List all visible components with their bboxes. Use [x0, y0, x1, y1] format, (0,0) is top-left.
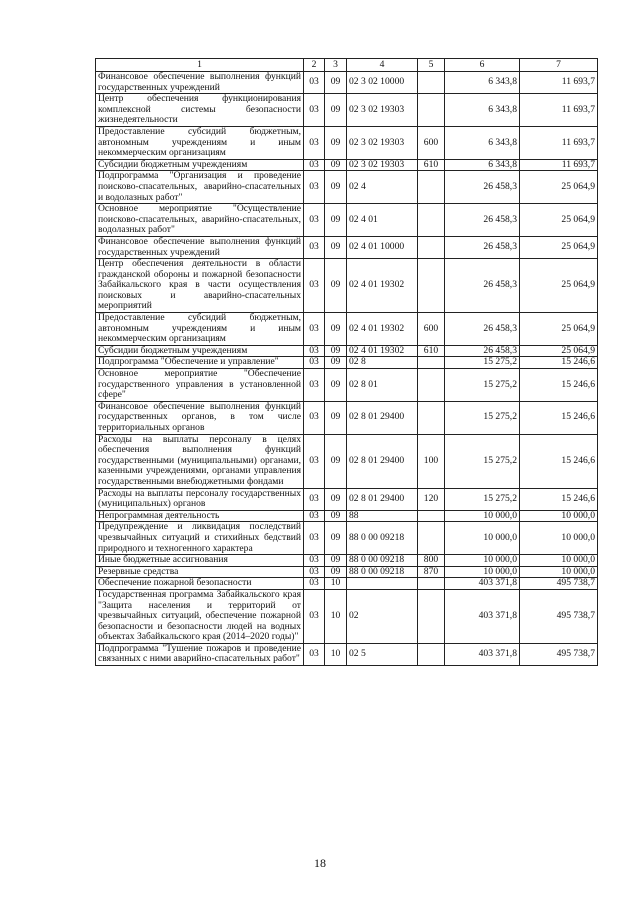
table-row — [96, 94, 598, 127]
section-code-cell: 03 — [304, 236, 325, 258]
section-code-cell: 03 — [304, 126, 325, 159]
amount-year-2-cell: 10 000,0 — [520, 510, 598, 522]
amount-year-1-cell: 15 275,2 — [445, 369, 520, 402]
amount-year-2-cell: 11 693,7 — [520, 94, 598, 127]
section-code-cell: 03 — [304, 171, 325, 204]
subsection-code-cell: 10 — [325, 643, 347, 665]
target-article-cell: 88 0 00 09218 — [347, 522, 418, 555]
expense-type-cell — [418, 522, 445, 555]
table-row — [96, 345, 598, 357]
amount-year-1-cell: 15 275,2 — [445, 357, 520, 369]
subsection-code-cell: 09 — [325, 434, 347, 488]
subsection-code-cell: 09 — [325, 313, 347, 346]
subsection-code-cell: 09 — [325, 566, 347, 578]
table-row — [96, 72, 598, 94]
section-code-cell: 03 — [304, 369, 325, 402]
amount-year-2-cell: 495 738,7 — [520, 643, 598, 665]
section-code-cell: 03 — [304, 94, 325, 127]
subsection-code-cell: 09 — [325, 72, 347, 94]
target-article-cell: 02 4 01 19302 — [347, 345, 418, 357]
expense-type-cell — [418, 589, 445, 643]
expense-type-cell — [418, 236, 445, 258]
subsection-code-cell: 09 — [325, 171, 347, 204]
table-row — [96, 236, 598, 258]
amount-year-2-cell: 15 246,6 — [520, 434, 598, 488]
expense-type-cell — [418, 369, 445, 402]
table-row — [96, 643, 598, 665]
amount-year-2-cell: 495 738,7 — [520, 578, 598, 590]
item-name-cell: Расходы на выплаты персоналу в целях обеспечения выполнения функций государственными (муниципальными) органами, казенными учреждениями, органами управления государственными внебюджетными фондами — [96, 434, 304, 488]
target-article-cell: 02 8 01 29400 — [347, 434, 418, 488]
target-article-cell: 02 5 — [347, 643, 418, 665]
target-article-cell — [347, 578, 418, 590]
item-name-cell: Обеспечение пожарной безопасности — [96, 578, 304, 590]
expense-type-cell — [418, 72, 445, 94]
subsection-code-cell: 10 — [325, 589, 347, 643]
subsection-code-cell: 09 — [325, 522, 347, 555]
expense-type-cell — [418, 171, 445, 204]
target-article-cell: 02 8 01 — [347, 369, 418, 402]
target-article-cell: 88 0 00 09218 — [347, 566, 418, 578]
table-row — [96, 401, 598, 434]
amount-year-2-cell: 10 000,0 — [520, 555, 598, 567]
item-name-cell: Центр обеспечения деятельности в области гражданской обороны и пожарной безопасности Забайкальского края в части осуществления поисковых и аварийно-спасательных мероприятий — [96, 259, 304, 313]
table-row — [96, 126, 598, 159]
subsection-code-cell: 09 — [325, 259, 347, 313]
table-row — [96, 357, 598, 369]
amount-year-1-cell: 15 275,2 — [445, 434, 520, 488]
budget-table — [95, 58, 598, 666]
amount-year-1-cell: 26 458,3 — [445, 204, 520, 237]
target-article-cell: 02 3 02 19303 — [347, 159, 418, 171]
amount-year-1-cell: 6 343,8 — [445, 126, 520, 159]
target-article-cell: 02 3 02 19303 — [347, 94, 418, 127]
subsection-code-cell: 09 — [325, 126, 347, 159]
target-article-cell: 02 4 01 19302 — [347, 259, 418, 313]
column-header-1: 1 — [96, 59, 304, 72]
page-number: 18 — [314, 856, 326, 870]
target-article-cell: 02 3 02 10000 — [347, 72, 418, 94]
amount-year-1-cell: 6 343,8 — [445, 159, 520, 171]
section-code-cell: 03 — [304, 555, 325, 567]
item-name-cell: Резервные средства — [96, 566, 304, 578]
section-code-cell: 03 — [304, 488, 325, 510]
amount-year-1-cell: 26 458,3 — [445, 259, 520, 313]
amount-year-1-cell: 26 458,3 — [445, 236, 520, 258]
subsection-code-cell: 09 — [325, 357, 347, 369]
subsection-code-cell: 09 — [325, 555, 347, 567]
amount-year-2-cell: 25 064,9 — [520, 345, 598, 357]
table-row — [96, 566, 598, 578]
amount-year-2-cell: 25 064,9 — [520, 236, 598, 258]
amount-year-2-cell: 25 064,9 — [520, 171, 598, 204]
column-header-4: 4 — [347, 59, 418, 72]
item-name-cell: Финансовое обеспечение выполнения функций государственных органов, в том числе территориальных органов — [96, 401, 304, 434]
table-row — [96, 171, 598, 204]
table-row — [96, 555, 598, 567]
section-code-cell: 03 — [304, 434, 325, 488]
target-article-cell: 02 — [347, 589, 418, 643]
expense-type-cell — [418, 357, 445, 369]
column-header-6: 6 — [445, 59, 520, 72]
column-header-2: 2 — [304, 59, 325, 72]
section-code-cell: 03 — [304, 313, 325, 346]
amount-year-2-cell: 11 693,7 — [520, 72, 598, 94]
amount-year-1-cell: 10 000,0 — [445, 510, 520, 522]
subsection-code-cell: 10 — [325, 578, 347, 590]
target-article-cell: 02 8 01 29400 — [347, 488, 418, 510]
column-header-7: 7 — [520, 59, 598, 72]
expense-type-cell: 100 — [418, 434, 445, 488]
amount-year-1-cell: 26 458,3 — [445, 345, 520, 357]
expense-type-cell — [418, 94, 445, 127]
amount-year-2-cell: 15 246,6 — [520, 357, 598, 369]
expense-type-cell: 120 — [418, 488, 445, 510]
target-article-cell: 02 3 02 19303 — [347, 126, 418, 159]
target-article-cell: 02 4 01 19302 — [347, 313, 418, 346]
target-article-cell: 02 4 01 — [347, 204, 418, 237]
target-article-cell: 02 8 01 29400 — [347, 401, 418, 434]
section-code-cell: 03 — [304, 578, 325, 590]
section-code-cell: 03 — [304, 204, 325, 237]
item-name-cell: Расходы на выплаты персоналу государственных (муниципальных) органов — [96, 488, 304, 510]
item-name-cell: Основное мероприятие "Осуществление поисково-спасательных, аварийно-спасательных, водолазных работ" — [96, 204, 304, 237]
section-code-cell: 03 — [304, 566, 325, 578]
expense-type-cell — [418, 204, 445, 237]
amount-year-2-cell: 25 064,9 — [520, 204, 598, 237]
column-header-3: 3 — [325, 59, 347, 72]
subsection-code-cell: 09 — [325, 159, 347, 171]
amount-year-1-cell: 6 343,8 — [445, 72, 520, 94]
section-code-cell: 03 — [304, 401, 325, 434]
item-name-cell: Предоставление субсидий бюджетным, автономным учреждениям и иным некоммерческим организациям — [96, 313, 304, 346]
subsection-code-cell: 09 — [325, 510, 347, 522]
expense-type-cell — [418, 259, 445, 313]
amount-year-1-cell: 15 275,2 — [445, 401, 520, 434]
section-code-cell: 03 — [304, 357, 325, 369]
amount-year-1-cell: 403 371,8 — [445, 578, 520, 590]
item-name-cell: Центр обеспечения функционирования комплексной системы безопасности жизнедеятельности — [96, 94, 304, 127]
expense-type-cell: 870 — [418, 566, 445, 578]
target-article-cell: 88 0 00 09218 — [347, 555, 418, 567]
section-code-cell: 03 — [304, 643, 325, 665]
amount-year-1-cell: 26 458,3 — [445, 313, 520, 346]
amount-year-1-cell: 403 371,8 — [445, 643, 520, 665]
amount-year-2-cell: 11 693,7 — [520, 159, 598, 171]
table-row — [96, 313, 598, 346]
table-header-row — [96, 59, 598, 72]
subsection-code-cell: 09 — [325, 204, 347, 237]
subsection-code-cell: 09 — [325, 94, 347, 127]
item-name-cell: Подпрограмма "Обеспечение и управление" — [96, 357, 304, 369]
item-name-cell: Субсидии бюджетным учреждениям — [96, 159, 304, 171]
section-code-cell: 03 — [304, 589, 325, 643]
item-name-cell: Подпрограмма "Организация и проведение поисково-спасательных, аварийно-спасательных и водолазных работ" — [96, 171, 304, 204]
target-article-cell: 02 4 01 10000 — [347, 236, 418, 258]
amount-year-2-cell: 25 064,9 — [520, 259, 598, 313]
table-row — [96, 259, 598, 313]
target-article-cell: 02 8 — [347, 357, 418, 369]
table-row — [96, 204, 598, 237]
subsection-code-cell: 09 — [325, 369, 347, 402]
table-row — [96, 589, 598, 643]
item-name-cell: Иные бюджетные ассигнования — [96, 555, 304, 567]
item-name-cell: Финансовое обеспечение выполнения функций государственных учреждений — [96, 72, 304, 94]
item-name-cell: Непрограммная деятельность — [96, 510, 304, 522]
item-name-cell: Предупреждение и ликвидация последствий чрезвычайных ситуаций и стихийных бедствий природного и техногенного характера — [96, 522, 304, 555]
table-row — [96, 578, 598, 590]
amount-year-1-cell: 6 343,8 — [445, 94, 520, 127]
amount-year-2-cell: 25 064,9 — [520, 313, 598, 346]
amount-year-1-cell: 10 000,0 — [445, 566, 520, 578]
expense-type-cell: 600 — [418, 126, 445, 159]
expense-type-cell: 600 — [418, 313, 445, 346]
section-code-cell: 03 — [304, 510, 325, 522]
table-row — [96, 510, 598, 522]
amount-year-2-cell: 15 246,6 — [520, 488, 598, 510]
expense-type-cell — [418, 643, 445, 665]
item-name-cell: Подпрограмма "Тушение пожаров и проведение связанных с ними аварийно-спасательных работ" — [96, 643, 304, 665]
expense-type-cell — [418, 401, 445, 434]
section-code-cell: 03 — [304, 72, 325, 94]
expense-type-cell: 610 — [418, 159, 445, 171]
item-name-cell: Финансовое обеспечение выполнения функций государственных учреждений — [96, 236, 304, 258]
amount-year-2-cell: 15 246,6 — [520, 401, 598, 434]
table-row — [96, 159, 598, 171]
column-header-5: 5 — [418, 59, 445, 72]
amount-year-1-cell: 10 000,0 — [445, 555, 520, 567]
table-row — [96, 369, 598, 402]
target-article-cell: 88 — [347, 510, 418, 522]
amount-year-1-cell: 10 000,0 — [445, 522, 520, 555]
subsection-code-cell: 09 — [325, 345, 347, 357]
section-code-cell: 03 — [304, 259, 325, 313]
section-code-cell: 03 — [304, 522, 325, 555]
amount-year-2-cell: 10 000,0 — [520, 522, 598, 555]
section-code-cell: 03 — [304, 345, 325, 357]
amount-year-2-cell: 15 246,6 — [520, 369, 598, 402]
expense-type-cell — [418, 510, 445, 522]
target-article-cell: 02 4 — [347, 171, 418, 204]
subsection-code-cell: 09 — [325, 236, 347, 258]
amount-year-2-cell: 11 693,7 — [520, 126, 598, 159]
subsection-code-cell: 09 — [325, 488, 347, 510]
section-code-cell: 03 — [304, 159, 325, 171]
amount-year-2-cell: 495 738,7 — [520, 589, 598, 643]
item-name-cell: Предоставление субсидий бюджетным, автономным учреждениям и иным некоммерческим организациям — [96, 126, 304, 159]
item-name-cell: Основное мероприятие "Обеспечение государственного управления в установленной сфере" — [96, 369, 304, 402]
table-row — [96, 434, 598, 488]
item-name-cell: Субсидии бюджетным учреждениям — [96, 345, 304, 357]
subsection-code-cell: 09 — [325, 401, 347, 434]
amount-year-1-cell: 26 458,3 — [445, 171, 520, 204]
amount-year-1-cell: 403 371,8 — [445, 589, 520, 643]
expense-type-cell: 800 — [418, 555, 445, 567]
table-row — [96, 488, 598, 510]
expense-type-cell: 610 — [418, 345, 445, 357]
amount-year-2-cell: 10 000,0 — [520, 566, 598, 578]
item-name-cell: Государственная программа Забайкальского края "Защита населения и территорий от чрезвычайных ситуаций, обеспечение пожарной безопасности и безопасности людей на водных объектах Забайкальского края (2014–2020 годы)" — [96, 589, 304, 643]
amount-year-1-cell: 15 275,2 — [445, 488, 520, 510]
table-row — [96, 522, 598, 555]
expense-type-cell — [418, 578, 445, 590]
